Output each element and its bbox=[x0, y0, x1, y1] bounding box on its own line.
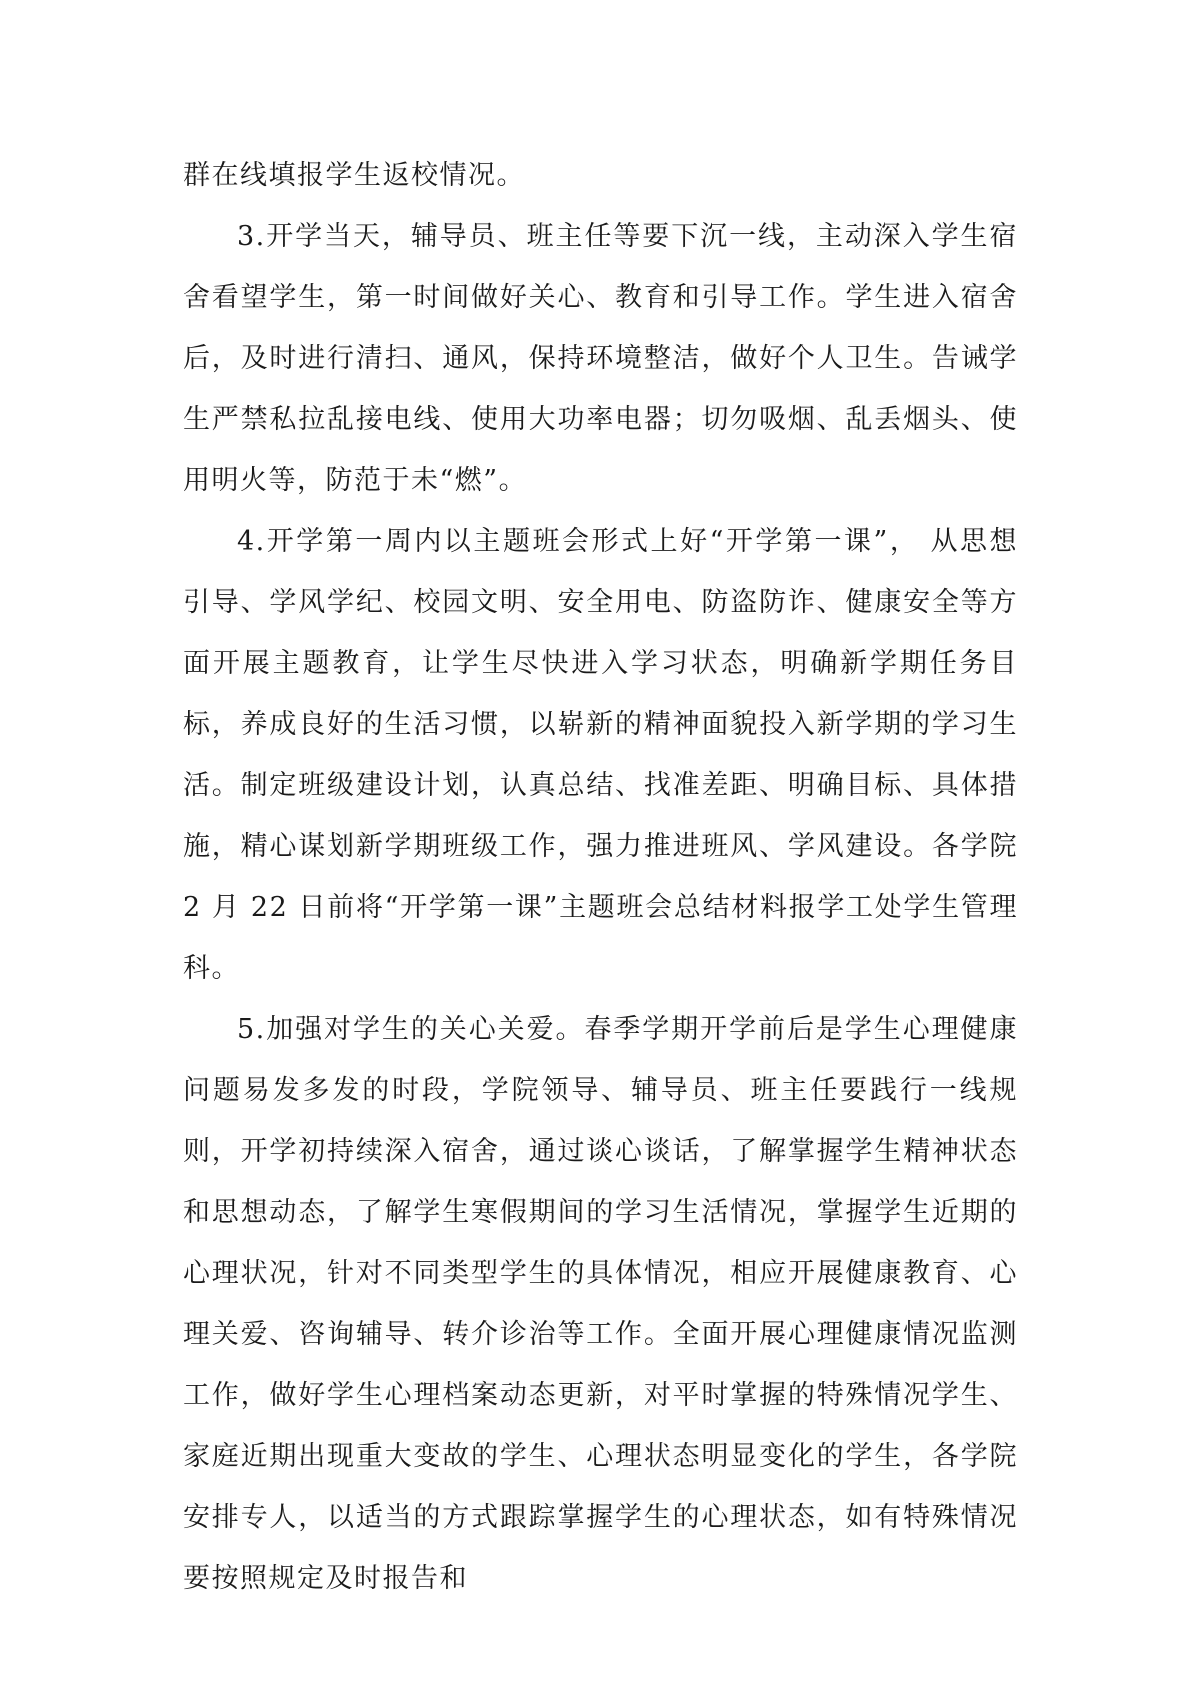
body-text bbox=[183, 145, 1018, 1609]
paragraph-3: 4.开学第一周内以主题班会形式上好“开学第一课”， 从思想引导、学风学纪、校园文明、安全用电、防盗防诈、健康安全等方面开展主题教育，让学生尽快进入学习状态，明确新学期任务目标，养成良好的生活习惯，以崭新的精神面貌投入新学期的学习生活。制定班级建设计划，认真总结、找准差距、明确目标、具体措施，精心谋划新学期班级工作，强力推进班风、学风建设。各学院 2 月 22 日前将“开学第一课”主题班会总结材料报学工处学生管理科。 bbox=[183, 526, 1018, 984]
paragraph-1: 群在线填报学生返校情况。 bbox=[183, 160, 525, 191]
paragraph-4: 5.加强对学生的关心关爱。春季学期开学前后是学生心理健康问题易发多发的时段，学院领导、辅导员、班主任要践行一线规则，开学初持续深入宿舍，通过谈心谈话，了解掌握学生精神状态和思想动态，了解学生寒假期间的学习生活情况，掌握学生近期的心理状况，针对不同类型学生的具体情况，相应开展健康教育、心理关爱、咨询辅导、转介诊治等工作。全面开展心理健康情况监测工作，做好学生心理档案动态更新，对平时掌握的特殊情况学生、家庭近期出现重大变故的学生、心理状态明显变化的学生，各学院安排专人，以适当的方式跟踪掌握学生的心理状态，如有特殊情况要按照规定及时报告和 bbox=[183, 1014, 1018, 1594]
paragraph-2: 3.开学当天，辅导员、班主任等要下沉一线，主动深入学生宿舍看望学生，第一时间做好关心、教育和引导工作。学生进入宿舍后，及时进行清扫、通风，保持环境整洁，做好个人卫生。告诫学生严禁私拉乱接电线、使用大功率电器；切勿吸烟、乱丢烟头、使用明火等，防范于未“燃”。 bbox=[183, 221, 1018, 496]
